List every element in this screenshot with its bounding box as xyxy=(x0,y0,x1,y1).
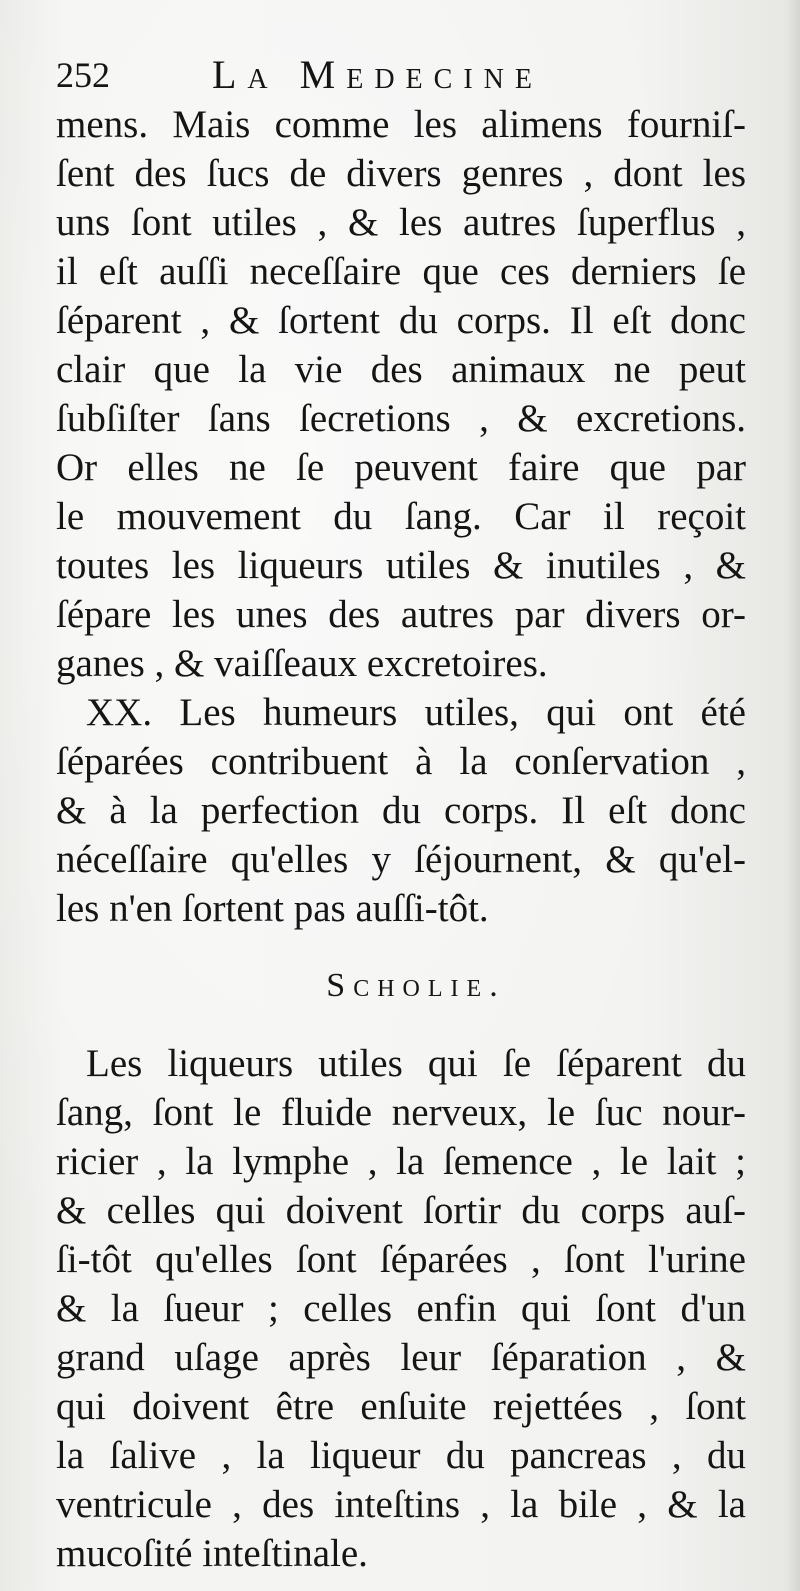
text-line: & celles qui doivent ſortir du corps auſ- xyxy=(56,1189,746,1232)
text-line: XX. Les humeurs utiles, qui ont été xyxy=(86,691,746,734)
text-line: qui doivent être enſuite rejettées , ſont xyxy=(56,1385,746,1428)
text-line: Or elles ne ſe peuvent faire que par xyxy=(56,446,746,489)
text-line: ſéparées contribuent à la conſervation , xyxy=(56,740,746,783)
text-line: la ſalive , la liqueur du pancreas , du xyxy=(56,1434,746,1477)
text-line: les n'en ſortent pas auſſi-tôt. xyxy=(56,887,489,930)
paragraph-1 xyxy=(56,100,746,688)
text-line: uns ſont utiles , & les autres ſuperflus , xyxy=(56,201,746,244)
text-block xyxy=(56,50,746,1578)
text-line: le mouvement du ſang. Car il reçoit xyxy=(56,495,746,538)
text-line: & à la perfection du corps. Il eſt donc xyxy=(56,789,746,832)
text-line: Les liqueurs utiles qui ſe ſéparent du xyxy=(86,1042,746,1085)
section-spacer xyxy=(56,933,746,955)
text-line: & la ſueur ; celles enfin qui ſont d'un xyxy=(56,1287,746,1330)
running-head: La Medecine xyxy=(212,52,543,97)
paragraph-3 xyxy=(56,1039,746,1578)
text-line: clair que la vie des animaux ne peut xyxy=(56,348,746,391)
text-line: ſubſiſter ſans ſecretions , & excretions. xyxy=(56,397,746,440)
page-header xyxy=(56,50,746,100)
text-line: ſépare les unes des autres par divers or- xyxy=(56,593,746,636)
text-line: ventricule , des inteſtins , la bile , & la xyxy=(56,1483,746,1526)
text-line: mucoſité inteſtinale. xyxy=(56,1532,368,1575)
text-line: ricier , la lymphe , la ſemence , le lait ; xyxy=(56,1140,746,1183)
page-edge-shadow xyxy=(786,0,800,1591)
text-line: grand uſage après leur ſéparation , & xyxy=(56,1336,746,1379)
section-spacer xyxy=(56,1017,746,1039)
text-line: mens. Mais comme les alimens fourniſ- xyxy=(56,103,746,146)
page-number: 252 xyxy=(56,55,110,95)
text-line: ganes , & vaiſſeaux excretoires. xyxy=(56,642,548,685)
text-line: ſéparent , & ſortent du corps. Il eſt donc xyxy=(56,299,746,342)
paragraph-2 xyxy=(56,688,746,933)
text-line: ſent des ſucs de divers genres , dont les xyxy=(56,152,746,195)
text-line: toutes les liqueurs utiles & inutiles , & xyxy=(56,544,746,587)
text-line: ſi-tôt qu'elles ſont ſéparées , ſont l'urine xyxy=(56,1238,746,1281)
text-line: ſang, ſont le fluide nerveux, le ſuc nour- xyxy=(56,1091,746,1134)
section-title: Scholie. xyxy=(326,967,506,1004)
text-line: il eſt auſſi neceſſaire que ces derniers ſe xyxy=(56,250,746,293)
text-line: néceſſaire qu'elles y ſéjournent, & qu'el- xyxy=(56,838,746,881)
